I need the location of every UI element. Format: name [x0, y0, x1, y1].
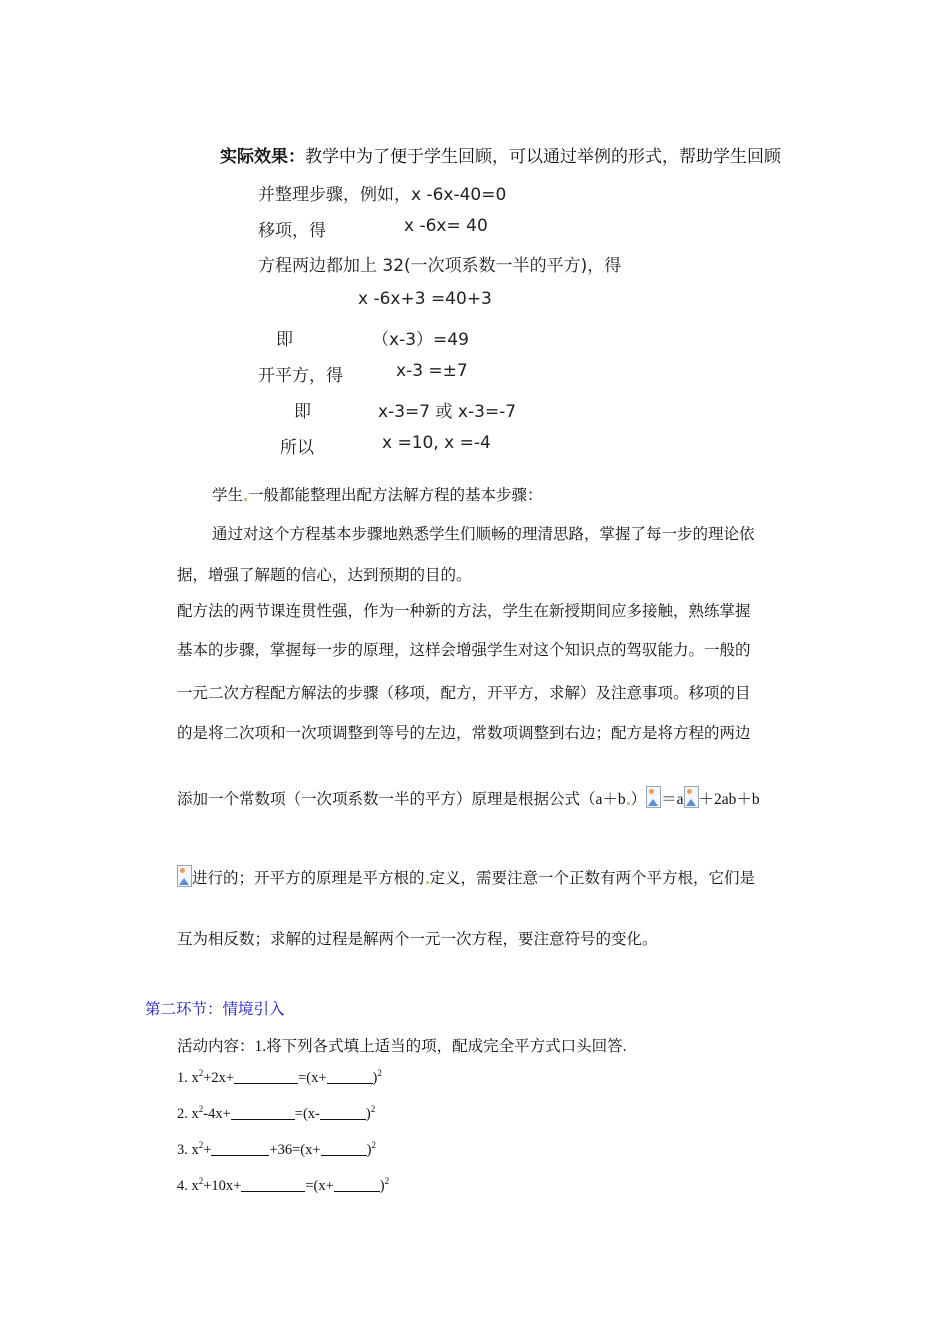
- paragraph-2-line-1: 通过对这个方程基本步骤地熟悉学生们顺畅的理清思路，掌握了每一步的理论依: [212, 526, 755, 543]
- exercise-4: [177, 1176, 389, 1195]
- ex-sup: 2: [384, 1176, 390, 1186]
- image-placeholder-icon: [646, 786, 661, 808]
- ex-mid: +10x+: [203, 1178, 242, 1194]
- ex-close: ): [372, 1070, 378, 1086]
- p3f-text-b: 定义，需要注意一个正数有两个平方根，它们是: [429, 870, 756, 887]
- ex-pre: 3. x: [177, 1142, 199, 1158]
- ex-close: ): [366, 1142, 372, 1158]
- paragraph-3-line-3: 一元二次方程配方解法的步骤（移项，配方，开平方，求解）及注意事项。移项的目: [177, 685, 751, 702]
- answer-blank[interactable]: [334, 1178, 380, 1192]
- step-eq-8: x =10, x =-4: [382, 433, 491, 453]
- step-line-3: 方程两边都加上 32(一次项系数一半的平方)，得: [258, 256, 622, 276]
- formula-text-b: ）: [630, 791, 647, 808]
- formula-text-d: ＋2ab＋b: [698, 791, 760, 808]
- ex-sup: 2: [198, 1104, 204, 1114]
- marker-dot: [627, 802, 630, 805]
- image-placeholder-icon: [177, 865, 192, 887]
- ex-close: ): [379, 1178, 385, 1194]
- step-label-5: 即: [276, 330, 293, 350]
- answer-blank[interactable]: [327, 1070, 373, 1084]
- section-title: 第二环节：情境引入: [145, 1001, 285, 1018]
- ex-eq: =(x+: [298, 1070, 327, 1086]
- p1-text-b: 一般都能整理出配方法解方程的基本步骤：: [248, 487, 543, 504]
- paragraph-3-line-2: 基本的步骤，掌握每一步的原理，这样会增强学生对这个知识点的驾驭能力。一般的: [177, 642, 751, 659]
- ex-sup: 2: [371, 1140, 376, 1150]
- ex-eq: =(x-: [294, 1106, 320, 1122]
- ex-sup: 2: [198, 1068, 204, 1078]
- ex-pre: 2. x: [177, 1106, 199, 1122]
- ex-pre: 4. x: [177, 1178, 199, 1194]
- effect-text: 教学中为了便于学生回顾，可以通过举例的形式，帮助学生回顾: [305, 147, 781, 167]
- step-line-1: 并整理步骤，例如，x -6x-40=0: [258, 185, 507, 205]
- image-placeholder-icon: [684, 786, 699, 808]
- answer-blank[interactable]: [320, 1106, 366, 1120]
- ex-sup: 2: [377, 1068, 382, 1078]
- exercise-2: [177, 1104, 375, 1123]
- marker-dot: [426, 881, 429, 884]
- answer-blank[interactable]: [231, 1106, 295, 1120]
- ex-mid: -4x+: [203, 1106, 231, 1122]
- step-eq-5: （x-3）=49: [372, 330, 469, 350]
- p1-text-a: 学生: [212, 487, 244, 504]
- formula-text-a: 添加一个常数项（一次项系数一半的平方）原理是根据公式（a＋b: [177, 791, 626, 808]
- paragraph-2-line-2: 据，增强了解题的信心，达到预期的目的。: [177, 567, 472, 584]
- exercise-1: [177, 1068, 382, 1087]
- formula-text-c: ＝a: [661, 791, 684, 808]
- ex-mid: +: [203, 1142, 212, 1158]
- ex-eq: +36=(x+: [269, 1142, 321, 1158]
- ex-sup: 2: [198, 1140, 204, 1150]
- ex-mid: +2x+: [203, 1070, 235, 1086]
- answer-blank[interactable]: [211, 1142, 269, 1156]
- ex-close: ): [365, 1106, 371, 1122]
- exercise-3: [177, 1140, 376, 1159]
- step-label-6: 开平方，得: [258, 366, 343, 386]
- ex-eq: =(x+: [305, 1178, 334, 1194]
- ex-sup: 2: [370, 1104, 376, 1114]
- activity-text: 活动内容：1.将下列各式填上适当的项，配成完全平方式口头回答.: [177, 1038, 627, 1055]
- marker-dot: [244, 498, 247, 501]
- effect-label: 实际效果：: [220, 147, 305, 167]
- ex-sup: 2: [198, 1176, 204, 1186]
- step-eq-6: x-3 =±7: [396, 361, 468, 381]
- paragraph-3-line-6: [177, 865, 755, 888]
- step-eq-2: x -6x= 40: [404, 216, 488, 236]
- step-label-8: 所以: [280, 438, 314, 458]
- paragraph-3-line-7: 互为相反数；求解的过程是解两个一元一次方程，要注意符号的变化。: [177, 931, 658, 948]
- step-label-2: 移项，得: [258, 221, 326, 241]
- paragraph-3-line-5: [177, 786, 760, 809]
- paragraph-3-line-4: 的是将二次项和一次项调整到等号的左边，常数项调整到右边；配方是将方程的两边: [177, 725, 751, 742]
- step-label-7: 即: [294, 402, 311, 422]
- paragraph-3-line-1: 配方法的两节课连贯性强，作为一种新的方法，学生在新授期间应多接触，熟练掌握: [177, 603, 751, 620]
- paragraph-1: [212, 483, 543, 505]
- p3f-text-a: 进行的；开平方的原理是平方根的: [192, 870, 425, 887]
- answer-blank[interactable]: [234, 1070, 298, 1084]
- effect-line: [220, 142, 781, 167]
- step-eq-4: x -6x+3 =40+3: [358, 289, 492, 309]
- answer-blank[interactable]: [321, 1142, 367, 1156]
- answer-blank[interactable]: [241, 1178, 305, 1192]
- step-eq-7: x-3=7 或 x-3=-7: [378, 402, 517, 422]
- ex-pre: 1. x: [177, 1070, 199, 1086]
